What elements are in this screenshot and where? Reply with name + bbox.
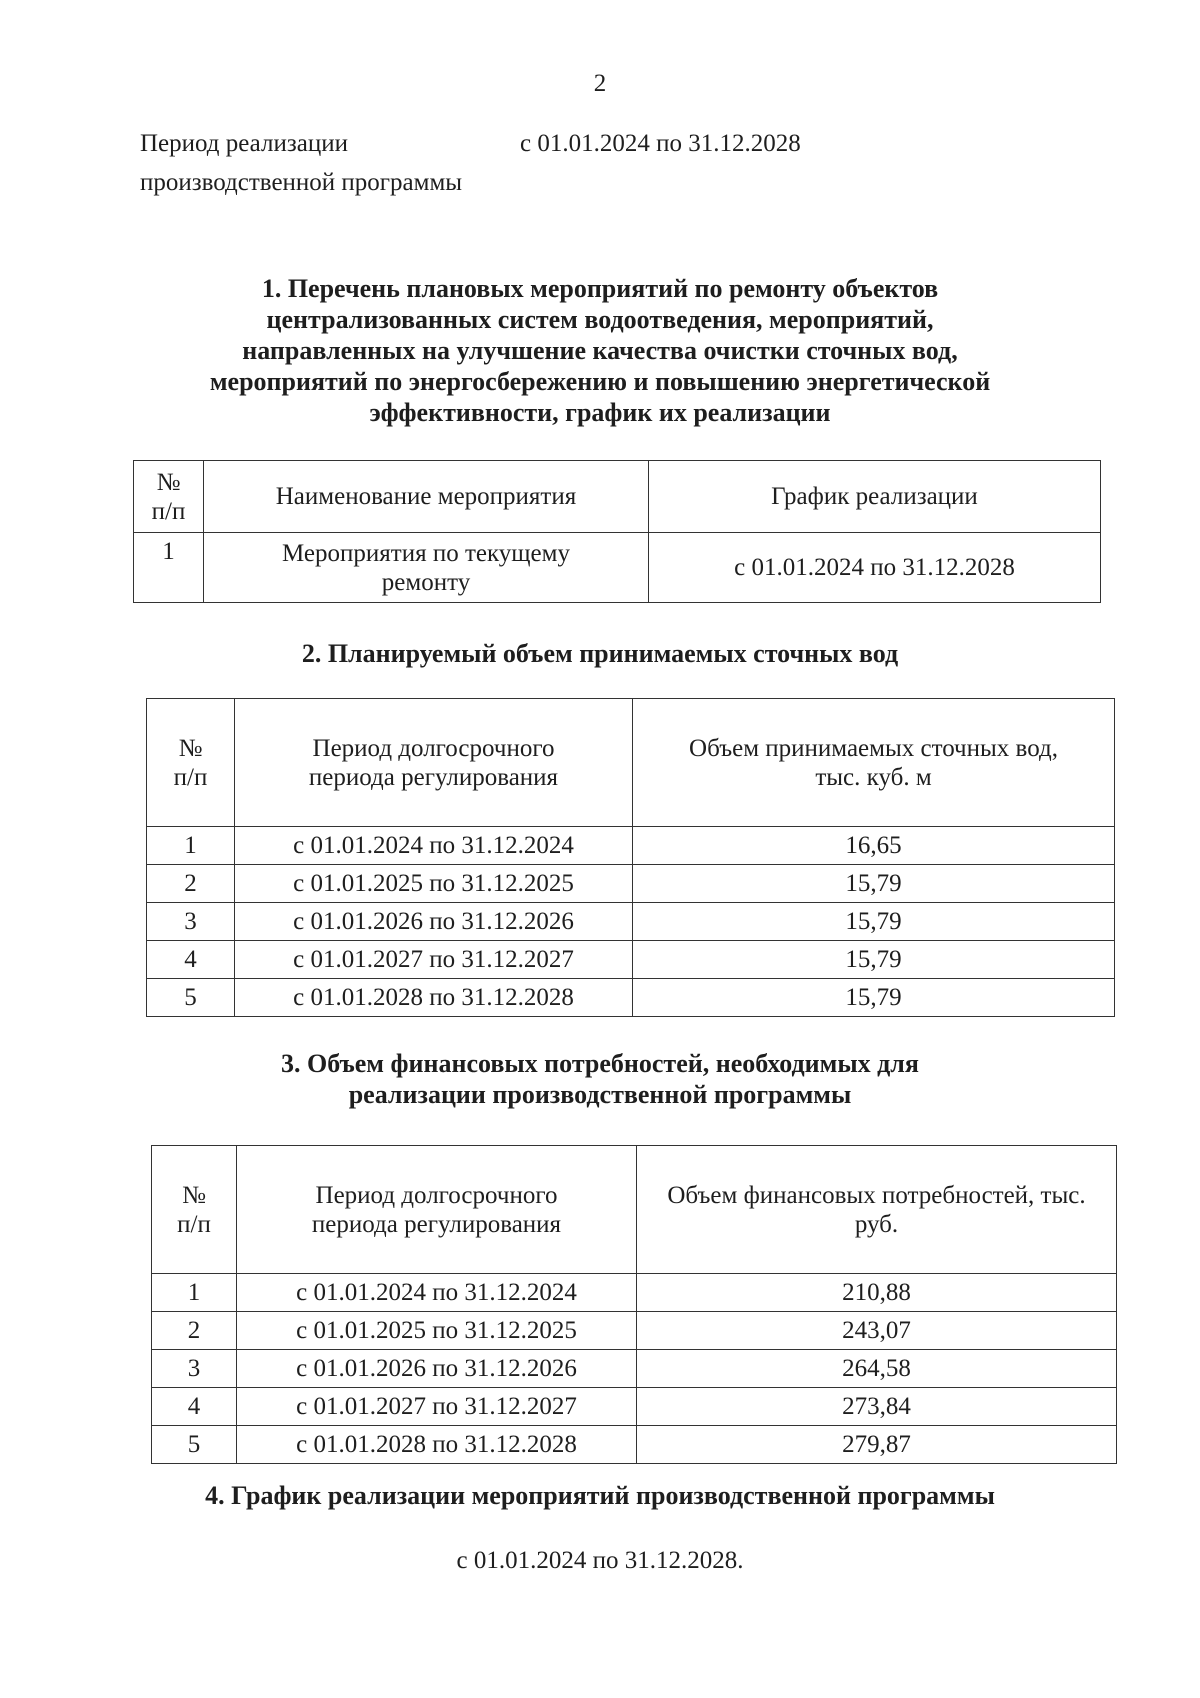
cell-value: 279,87	[637, 1426, 1117, 1464]
cell-value: 15,79	[633, 979, 1115, 1017]
section-2-title: 2. Планируемый объем принимаемых сточных вод	[301, 639, 899, 668]
cell-name: Мероприятия по текущему ремонту	[204, 533, 649, 603]
cell-period: с 01.01.2028 по 31.12.2028	[235, 979, 633, 1017]
measures-table	[133, 460, 1101, 603]
cell-num: 3	[152, 1350, 237, 1388]
col-header-period: Период долгосрочного периода регулирования	[235, 699, 633, 827]
section-3-title: 3. Объем финансовых потребностей, необходимых для реализации производственной программы	[281, 1049, 919, 1109]
wastewater-volume-table	[146, 698, 1115, 1017]
cell-value: 264,58	[637, 1350, 1117, 1388]
col-header-amount: Объем финансовых потребностей, тыс. руб.	[637, 1146, 1117, 1274]
section-4-period: с 01.01.2024 по 31.12.2028.	[456, 1547, 744, 1574]
cell-num: 2	[152, 1312, 237, 1350]
cell-num: 1	[134, 533, 204, 603]
cell-value: 15,79	[633, 903, 1115, 941]
table-header-row	[134, 461, 1101, 533]
table-row	[152, 1312, 1117, 1350]
section-1-title: 1. Перечень плановых мероприятий по ремонту объектов централизованных систем водоотведения, мероприятий, направленных на улучшение качества очистки сточных вод, мероприятий по энергосбережению и повышению энергетической эффективности, график их реализации	[209, 274, 991, 427]
cell-num: 4	[152, 1388, 237, 1426]
cell-value: 210,88	[637, 1274, 1117, 1312]
cell-num: 5	[152, 1426, 237, 1464]
cell-period: с 01.01.2024 по 31.12.2024	[235, 827, 633, 865]
page-number: 2	[593, 70, 607, 97]
financial-needs-table	[151, 1145, 1117, 1464]
cell-num: 2	[147, 865, 235, 903]
cell-value: 15,79	[633, 941, 1115, 979]
col-header-num: № п/п	[147, 699, 235, 827]
table-row	[152, 1274, 1117, 1312]
cell-num: 3	[147, 903, 235, 941]
table-row	[152, 1426, 1117, 1464]
cell-value: 15,79	[633, 865, 1115, 903]
table-row	[147, 941, 1115, 979]
table-row	[147, 865, 1115, 903]
table-row	[152, 1388, 1117, 1426]
table-row	[147, 827, 1115, 865]
table-header-row	[147, 699, 1115, 827]
cell-period: с 01.01.2027 по 31.12.2027	[237, 1388, 637, 1426]
table-row	[134, 533, 1101, 603]
col-header-num: № п/п	[152, 1146, 237, 1274]
cell-period: с 01.01.2025 по 31.12.2025	[235, 865, 633, 903]
table-row	[147, 979, 1115, 1017]
col-header-name: Наименование мероприятия	[204, 461, 649, 533]
cell-value: 16,65	[633, 827, 1115, 865]
col-header-volume: Объем принимаемых сточных вод, тыс. куб. м	[633, 699, 1115, 827]
cell-period: с 01.01.2024 по 31.12.2024	[237, 1274, 637, 1312]
cell-period: с 01.01.2025 по 31.12.2025	[237, 1312, 637, 1350]
section-4-title: 4. График реализации мероприятий производственной программы	[205, 1481, 995, 1510]
cell-schedule: с 01.01.2024 по 31.12.2028	[649, 533, 1101, 603]
col-header-period: Период долгосрочного периода регулирования	[237, 1146, 637, 1274]
cell-num: 4	[147, 941, 235, 979]
table-row	[147, 903, 1115, 941]
cell-value: 243,07	[637, 1312, 1117, 1350]
cell-period: с 01.01.2028 по 31.12.2028	[237, 1426, 637, 1464]
col-header-num: № п/п	[134, 461, 204, 533]
period-value: с 01.01.2024 по 31.12.2028	[520, 130, 801, 157]
cell-num: 5	[147, 979, 235, 1017]
cell-num: 1	[147, 827, 235, 865]
cell-value: 273,84	[637, 1388, 1117, 1426]
cell-period: с 01.01.2027 по 31.12.2027	[235, 941, 633, 979]
cell-period: с 01.01.2026 по 31.12.2026	[237, 1350, 637, 1388]
cell-period: с 01.01.2026 по 31.12.2026	[235, 903, 633, 941]
table-row	[152, 1350, 1117, 1388]
cell-num: 1	[152, 1274, 237, 1312]
col-header-schedule: График реализации	[649, 461, 1101, 533]
period-label: Период реализации производственной программы	[140, 130, 463, 196]
table-header-row	[152, 1146, 1117, 1274]
